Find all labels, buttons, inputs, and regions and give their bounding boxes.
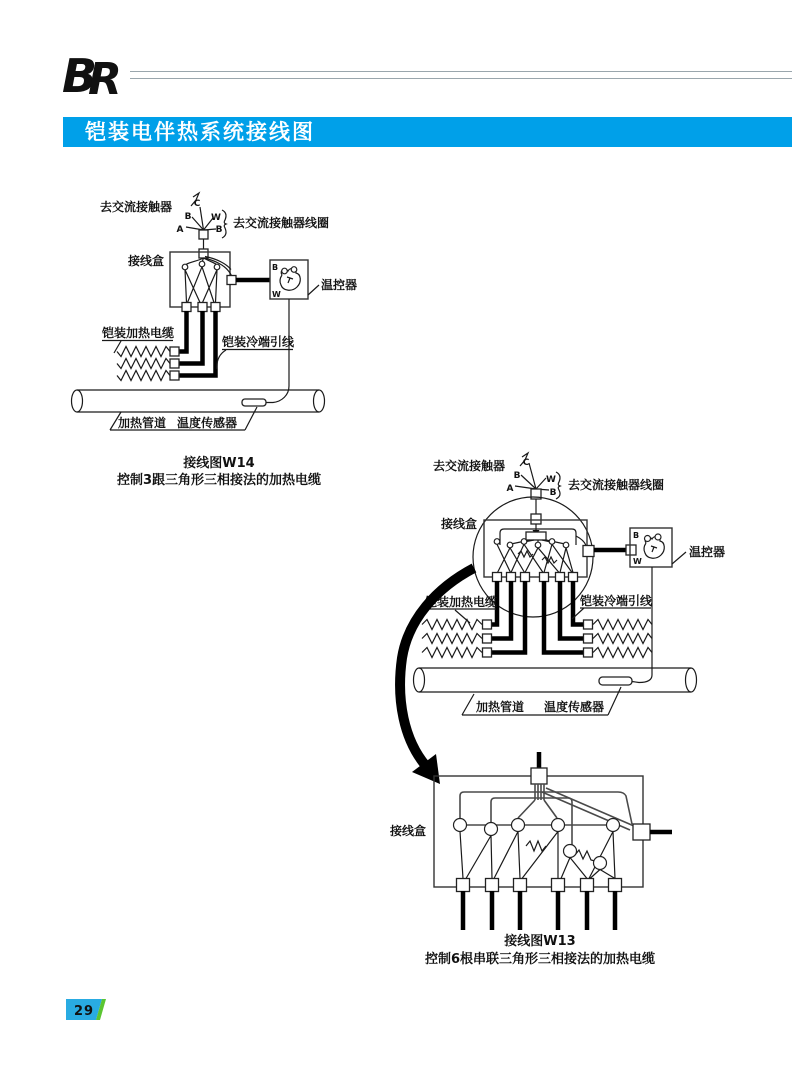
w13-right-terminal	[583, 546, 594, 557]
w13-label-armored-heating-cable: 铠装加热电缆	[425, 595, 498, 609]
w13-label-to-ac-contactor: 去交流接触器	[433, 459, 506, 473]
w14-thermostat	[236, 260, 357, 403]
w13-right-zigzag-1	[593, 620, 652, 630]
w14-bottom-terminal-2	[198, 303, 207, 312]
diagram-w13	[350, 448, 790, 948]
w13-label-temperature-sensor: 温度传感器	[544, 700, 605, 714]
w13-left-zigzag-2	[422, 634, 482, 644]
w14-temperature-sensor	[242, 399, 266, 406]
w14-wire-label-b: B	[184, 212, 192, 222]
w14-caption: 接线图W14	[183, 456, 255, 471]
header-rule-bottom	[130, 78, 792, 79]
w13-label-enlarged-junction-box: 接线盒	[390, 824, 427, 838]
logo-letter-b: B	[62, 49, 98, 100]
w13-left-zigzag-3	[422, 648, 482, 658]
w13-pipe	[414, 668, 697, 715]
w14-pipe	[72, 390, 325, 430]
w14-label-heating-pipe: 加热管道	[118, 416, 167, 430]
page-number-badge	[66, 999, 110, 1023]
w14-contactor-fan	[100, 193, 329, 258]
w13-left-zigzag-1	[422, 620, 482, 630]
w13-label-heating-pipe: 加热管道	[476, 700, 525, 714]
w14-bottom-terminal-3	[211, 303, 220, 312]
w13-thermostat-label-b: B	[633, 531, 640, 540]
w14-label-junction-box: 接线盒	[128, 254, 165, 268]
w14-coil-label-b: B	[215, 225, 223, 235]
w14-label-thermostat: 温控器	[321, 278, 358, 292]
w14-subcaption: 控制3跟三角形三相接法的加热电缆	[116, 473, 322, 488]
page-number: 29	[74, 1004, 95, 1019]
w14-wire-label-c: C	[193, 199, 201, 209]
w13-heating-cables	[422, 581, 653, 658]
section-title: 铠装电伴热系统接线图	[85, 120, 315, 144]
w14-label-armored-heating-cable: 铠装加热电缆	[102, 326, 175, 340]
w14-heating-cable-zigzag-3	[117, 371, 170, 381]
w14-wire-node	[182, 264, 188, 270]
w13-right-zigzag-3	[593, 648, 652, 658]
w14-sensor-lead	[266, 299, 289, 403]
w14-brace-right-icon	[222, 210, 226, 238]
w13-wire-label-b: B	[513, 471, 521, 481]
w14-junction-box	[127, 252, 236, 312]
w13-wire-label-a: A	[506, 484, 514, 494]
brand-logo	[58, 46, 150, 100]
w13-label-armored-cold-lead: 铠装冷端引线	[580, 594, 653, 608]
w14-heating-cables	[102, 311, 295, 381]
w13-coil-label-b: B	[549, 488, 557, 498]
w14-thermostat-label-w: W	[272, 290, 281, 299]
w14-label-temperature-sensor: 温度传感器	[177, 416, 238, 430]
w14-pipe-end-left	[72, 390, 83, 412]
w14-heating-cable-zigzag-1	[117, 347, 170, 357]
w13-thermostat-label-w: W	[633, 557, 642, 566]
w13-enlarged-right-terminal	[633, 824, 650, 840]
w13-subcaption: 控制6根串联三角形三相接法的加热电缆	[424, 952, 656, 967]
header-rule-top	[130, 71, 792, 72]
w13-terminal-strip	[526, 532, 546, 540]
w13-temperature-sensor	[599, 677, 632, 685]
w13-caption: 接线图W13	[504, 934, 576, 949]
logo-letter-r: R	[88, 54, 122, 100]
w13-label-to-ac-contactor-coil: 去交流接触器线圈	[568, 478, 665, 492]
w13-brace-right-icon	[556, 472, 560, 499]
w13-coil-label-w: W	[546, 475, 556, 485]
diagram-w14	[63, 190, 403, 490]
w13-label-thermostat: 温控器	[689, 545, 726, 559]
w13-entry-terminal	[531, 514, 541, 524]
w13-right-zigzag-2	[593, 634, 652, 644]
w14-wire-node	[214, 264, 220, 270]
w14-label-to-ac-contactor-coil: 去交流接触器线圈	[233, 216, 330, 230]
w14-thermostat-label-b: B	[272, 263, 279, 272]
w14-wire-node	[199, 261, 205, 267]
w13-label-junction-box: 接线盒	[441, 517, 478, 531]
w14-coil-label-w: W	[211, 213, 221, 223]
w14-pipe-end-right	[314, 390, 325, 412]
w14-right-terminal	[227, 276, 236, 285]
w14-bottom-terminal-1	[182, 303, 191, 312]
w13-enlarged-top-terminal	[531, 768, 547, 784]
w14-wire-label-a: A	[176, 225, 184, 235]
section-header-bar	[63, 117, 792, 147]
w13-pipe-end-left	[414, 668, 425, 692]
w14-label-armored-cold-lead: 铠装冷端引线	[222, 335, 295, 349]
w14-heating-cable-zigzag-2	[117, 359, 170, 369]
w13-wire-label-c: C	[522, 458, 530, 468]
w14-label-to-ac-contactor: 去交流接触器	[100, 200, 173, 214]
w13-pipe-end-right	[686, 668, 697, 692]
w14-top-terminal	[199, 230, 208, 239]
